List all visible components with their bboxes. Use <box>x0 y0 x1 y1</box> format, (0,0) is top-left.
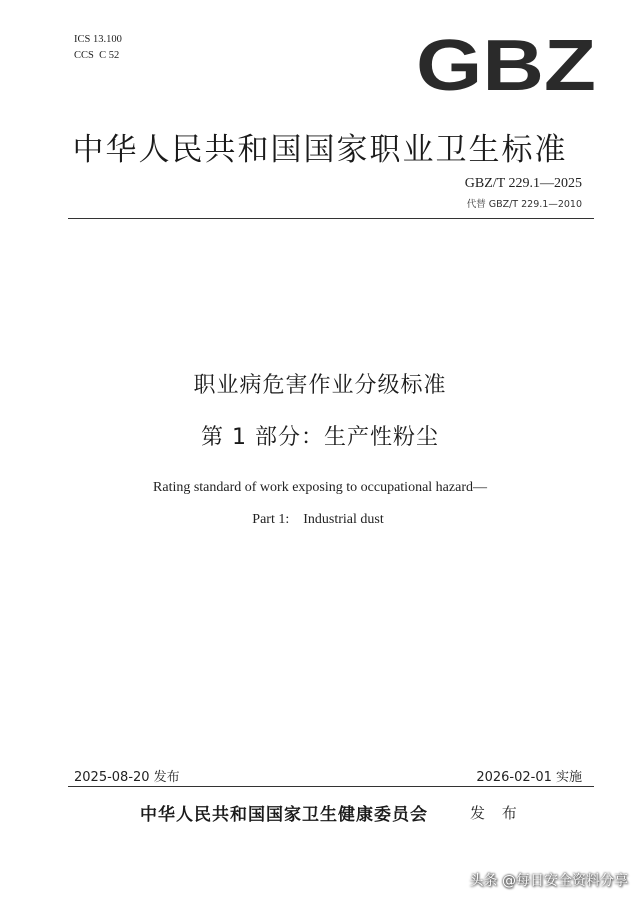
replaces-standard: 代替 GBZ/T 229.1—2010 <box>466 199 582 210</box>
chinese-title-line2: 第 1 部分：生产性粉尘 <box>201 425 439 450</box>
header-divider <box>68 218 594 219</box>
gbz-logo <box>414 34 598 96</box>
issue-action: 发 布 <box>470 804 523 822</box>
issuing-authority: 中华人民共和国国家卫生健康委员会 <box>140 805 428 825</box>
english-title-line1: Rating standard of work exposing to occupational hazard— <box>153 480 487 495</box>
implement-date: 2026-02-01 实施 <box>476 770 582 785</box>
english-title-line2: Part 1: Industrial dust <box>252 512 384 527</box>
publish-date: 2025-08-20 发布 <box>74 770 180 785</box>
watermark-text: 头条 @每日安全资料分享 <box>469 873 628 889</box>
classification-codes <box>74 32 122 64</box>
ics-code: ICS 13.100 <box>74 34 122 45</box>
ccs-code: CCS C 52 <box>74 50 120 61</box>
standard-number: GBZ/T 229.1—2025 <box>464 176 582 191</box>
footer-divider <box>68 786 594 787</box>
issuing-category-title: 中华人民共和国国家职业卫生标准 <box>72 132 568 168</box>
chinese-title-line1: 职业病危害作业分级标准 <box>193 373 447 398</box>
gbz-logo-text: GBZ <box>416 34 596 96</box>
